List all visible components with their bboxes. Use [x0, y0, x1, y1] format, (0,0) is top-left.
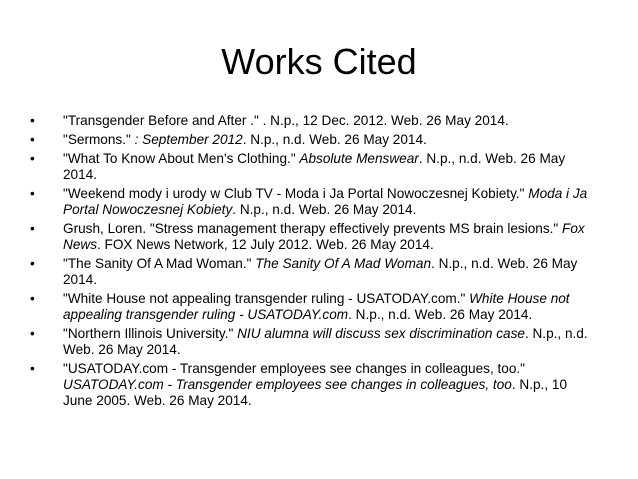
citation-source: Fox News [63, 221, 585, 252]
bullet-icon: • [30, 186, 35, 201]
citation-item [30, 291, 590, 323]
citation-text: . FOX News Network, 12 July 2012. Web. 26 May 2014. [97, 237, 434, 252]
citation-source: The Sanity Of A Mad Woman [255, 256, 432, 271]
citation-text: "Weekend mody i urody w Club TV - Moda i Ja Portal Nowoczesnej Kobiety." [63, 186, 529, 201]
citation-item [30, 132, 590, 148]
citation-text: "Northern Illinois University." [63, 326, 238, 341]
citation-item [30, 186, 590, 218]
citation-text: . N.p., 10 June 2005. Web. 26 May 2014. [63, 377, 568, 408]
citation-source: : September 2012 [134, 132, 243, 147]
citation-text: "Sermons." [63, 132, 135, 147]
bullet-icon: • [30, 326, 35, 341]
bullet-icon: • [30, 113, 35, 128]
bullet-icon: • [30, 221, 35, 236]
citation-text: "Transgender Before and After ." . N.p., 12 Dec. 2012. Web. 26 May 2014. [63, 113, 509, 128]
citation-text: . N.p., n.d. Web. 26 May 2014. [242, 132, 427, 147]
page-title: Works Cited [221, 41, 417, 82]
citation-source: NIU alumna will discuss sex discrimination case [237, 326, 525, 341]
bullet-icon: • [30, 132, 35, 147]
citation-source: White House not appealing transgender ruling - USATODAY.com [63, 291, 570, 322]
citation-item [30, 151, 590, 183]
citation-text: . N.p., n.d. Web. 26 May 2014. [348, 307, 533, 322]
bullet-icon: • [30, 361, 35, 376]
citation-text: "What To Know About Men's Clothing." [63, 151, 300, 166]
bullet-icon: • [30, 291, 35, 306]
citation-text: Grush, Loren. "Stress management therapy effectively prevents MS brain lesions." [63, 221, 563, 236]
bullet-icon: • [30, 256, 35, 271]
citation-item [30, 221, 590, 253]
citation-text: "White House not appealing transgender ruling - USATODAY.com." [63, 291, 470, 306]
citation-item [30, 326, 590, 358]
citation-list [30, 113, 590, 412]
citation-text: . N.p., n.d. Web. 26 May 2014. [232, 202, 417, 217]
citation-source: Moda i Ja Portal Nowoczesnej Kobiety [63, 186, 588, 217]
citation-source: Absolute Menswear [299, 151, 419, 166]
citation-text: "USATODAY.com - Transgender employees see changes in colleagues, too." [63, 361, 526, 376]
citation-source: USATODAY.com - Transgender employees see changes in colleagues, too [63, 377, 512, 392]
citation-text: . N.p., n.d. Web. 26 May 2014. [63, 326, 588, 357]
citation-text: "The Sanity Of A Mad Woman." [63, 256, 256, 271]
citation-item [30, 361, 590, 409]
citation-item [30, 113, 590, 129]
bullet-icon: • [30, 151, 35, 166]
citation-item [30, 256, 590, 288]
citation-text: . N.p., n.d. Web. 26 May 2014. [63, 151, 566, 182]
citation-text: . N.p., n.d. Web. 26 May 2014. [63, 256, 578, 287]
